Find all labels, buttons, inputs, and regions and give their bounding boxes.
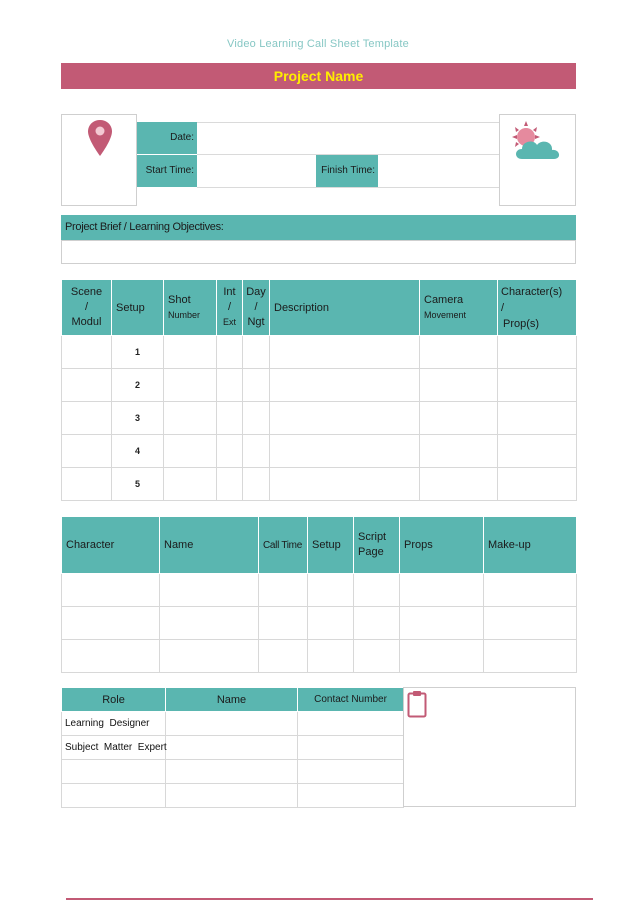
table-row — [62, 712, 404, 736]
setup-header: Setup — [112, 280, 164, 336]
table-cell[interactable] — [354, 574, 400, 607]
brief-field[interactable] — [61, 240, 576, 264]
table-cell[interactable] — [160, 607, 259, 640]
setup-number: 4 — [112, 435, 164, 468]
location-pin-icon — [87, 119, 113, 157]
table-row — [62, 468, 577, 501]
setup-number: 5 — [112, 468, 164, 501]
table-cell[interactable] — [420, 435, 498, 468]
character-table — [61, 516, 577, 673]
table-cell[interactable] — [270, 402, 420, 435]
table-cell[interactable] — [308, 607, 354, 640]
setup-number: 1 — [112, 336, 164, 369]
table-cell[interactable] — [243, 336, 270, 369]
table-cell[interactable] — [164, 336, 217, 369]
description-header: Description — [270, 280, 420, 336]
table-cell[interactable] — [62, 574, 160, 607]
table-row — [62, 760, 404, 784]
setup-number: 3 — [112, 402, 164, 435]
table-cell[interactable] — [484, 607, 577, 640]
shot-header: Shot Number — [164, 280, 217, 336]
table-cell[interactable] — [498, 402, 577, 435]
table-cell[interactable] — [420, 468, 498, 501]
int-ext-header: Int / Ext — [217, 280, 243, 336]
table-cell[interactable] — [160, 640, 259, 673]
role-cell: Learning Designer — [62, 712, 166, 736]
table-row — [62, 736, 404, 760]
location-box — [61, 114, 137, 206]
weather-box — [499, 114, 576, 206]
setup-header: Setup — [308, 517, 354, 574]
table-cell[interactable] — [498, 336, 577, 369]
table-cell[interactable] — [217, 468, 243, 501]
scene-table — [61, 279, 577, 501]
table-cell[interactable] — [259, 607, 308, 640]
table-cell[interactable] — [62, 435, 112, 468]
finish-time-field[interactable] — [378, 155, 498, 187]
table-cell[interactable] — [270, 468, 420, 501]
table-cell[interactable] — [484, 574, 577, 607]
finish-time-label: Finish Time: — [316, 155, 378, 187]
character-props-header: Character(s) / Prop(s) — [498, 280, 577, 336]
table-cell[interactable] — [270, 369, 420, 402]
table-cell[interactable] — [400, 640, 484, 673]
table-row — [62, 336, 577, 369]
table-cell[interactable] — [498, 369, 577, 402]
table-cell[interactable] — [420, 336, 498, 369]
table-cell[interactable] — [62, 640, 160, 673]
table-cell[interactable] — [400, 574, 484, 607]
table-row — [62, 435, 577, 468]
table-cell[interactable] — [484, 640, 577, 673]
table-cell[interactable] — [498, 435, 577, 468]
contact-header: Contact Number — [298, 688, 404, 712]
table-cell[interactable] — [164, 402, 217, 435]
table-cell[interactable] — [243, 435, 270, 468]
table-cell[interactable] — [354, 607, 400, 640]
project-name-bar[interactable]: Project Name — [61, 63, 576, 89]
sun-cloud-icon — [506, 119, 570, 163]
date-field[interactable] — [198, 123, 498, 154]
table-cell[interactable] — [62, 336, 112, 369]
script-page-header: Script Page — [354, 517, 400, 574]
table-row — [62, 574, 577, 607]
document-title: Video Learning Call Sheet Template — [227, 38, 409, 50]
camera-header: Camera Movement — [420, 280, 498, 336]
table-row — [62, 784, 404, 808]
table-cell[interactable] — [298, 712, 404, 736]
scene-header: Scene / Modul — [62, 280, 112, 336]
day-ngt-header: Day / Ngt — [243, 280, 270, 336]
clipboard-icon — [407, 690, 427, 718]
role-cell[interactable] — [62, 760, 166, 784]
role-header: Role — [62, 688, 166, 712]
table-cell[interactable] — [166, 784, 298, 808]
table-cell[interactable] — [354, 640, 400, 673]
table-row — [62, 640, 577, 673]
table-cell[interactable] — [308, 574, 354, 607]
table-cell[interactable] — [164, 468, 217, 501]
table-cell[interactable] — [160, 574, 259, 607]
makeup-header: Make-up — [484, 517, 577, 574]
table-cell[interactable] — [62, 402, 112, 435]
role-cell: Subject Matter Expert — [62, 736, 166, 760]
name-header: Name — [166, 688, 298, 712]
table-cell[interactable] — [217, 369, 243, 402]
table-cell[interactable] — [259, 574, 308, 607]
table-cell[interactable] — [259, 640, 308, 673]
table-row — [62, 607, 577, 640]
table-cell[interactable] — [298, 784, 404, 808]
table-cell[interactable] — [270, 336, 420, 369]
role-cell[interactable] — [62, 784, 166, 808]
notes-box[interactable] — [403, 687, 576, 807]
role-table — [61, 687, 404, 808]
table-cell[interactable] — [308, 640, 354, 673]
table-cell[interactable] — [62, 468, 112, 501]
table-cell[interactable] — [217, 435, 243, 468]
table-cell[interactable] — [400, 607, 484, 640]
setup-number: 2 — [112, 369, 164, 402]
character-header: Character — [62, 517, 160, 574]
table-cell[interactable] — [166, 736, 298, 760]
start-time-field[interactable] — [198, 155, 316, 187]
table-cell[interactable] — [243, 402, 270, 435]
call-time-header: Call Time — [259, 517, 308, 574]
table-cell[interactable] — [217, 336, 243, 369]
date-label: Date: — [137, 122, 197, 154]
table-cell[interactable] — [243, 369, 270, 402]
brief-label: Project Brief / Learning Objectives: — [61, 215, 576, 240]
table-cell[interactable] — [243, 468, 270, 501]
table-cell[interactable] — [217, 402, 243, 435]
table-cell[interactable] — [62, 369, 112, 402]
table-cell[interactable] — [166, 712, 298, 736]
table-cell[interactable] — [270, 435, 420, 468]
table-cell[interactable] — [498, 468, 577, 501]
table-cell[interactable] — [166, 760, 298, 784]
table-cell[interactable] — [298, 736, 404, 760]
table-cell[interactable] — [164, 435, 217, 468]
table-cell[interactable] — [62, 607, 160, 640]
start-time-label: Start Time: — [137, 155, 197, 187]
table-row — [62, 402, 577, 435]
table-row — [62, 369, 577, 402]
table-cell[interactable] — [420, 369, 498, 402]
table-cell[interactable] — [164, 369, 217, 402]
table-cell[interactable] — [298, 760, 404, 784]
name-header: Name — [160, 517, 259, 574]
divider — [197, 187, 499, 188]
table-cell[interactable] — [420, 402, 498, 435]
props-header: Props — [400, 517, 484, 574]
